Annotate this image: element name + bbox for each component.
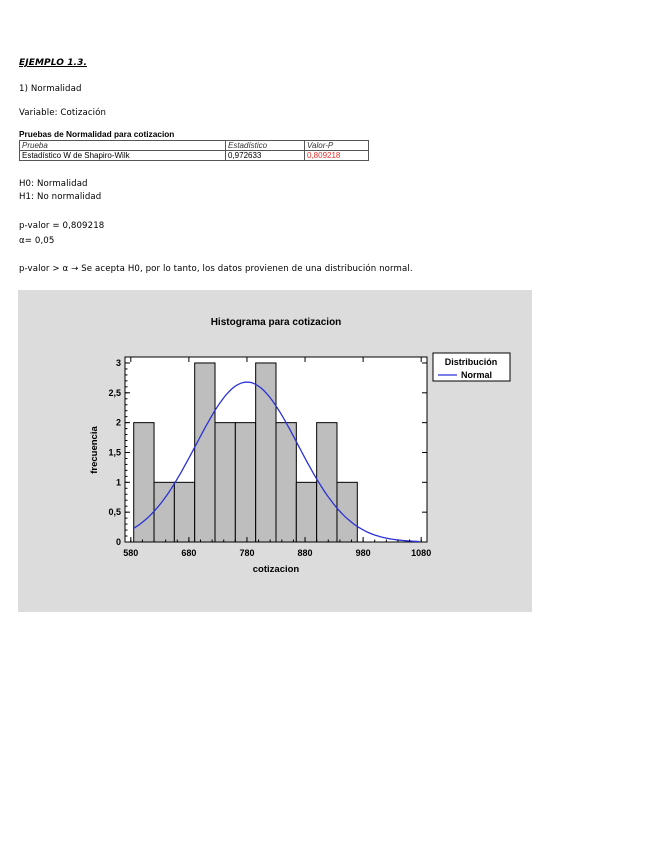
histogram-bar: [154, 482, 174, 542]
histogram-bar: [296, 482, 316, 542]
cell-pvalue: 0,809218: [305, 151, 369, 161]
histogram-bar: [317, 423, 337, 542]
hypothesis-h1: H1: No normalidad: [19, 192, 102, 202]
variable-line: Variable: Cotización: [19, 108, 107, 118]
conclusion-line: p-valor > α → Se acepta H0, por lo tanto, los datos provienen de una distribución normal.: [19, 264, 413, 274]
hypothesis-h0: H0: Normalidad: [19, 179, 88, 189]
histogram-bar: [256, 363, 276, 542]
histogram-bar: [134, 423, 154, 542]
histogram-chart: [18, 290, 532, 612]
header-valor-p: Valor-P: [305, 141, 369, 151]
x-tick-label: 780: [239, 548, 255, 558]
y-tick-label: 3: [115, 357, 121, 368]
example-heading: EJEMPLO 1.3.: [19, 58, 87, 68]
header-prueba: Prueba: [20, 141, 226, 151]
cell-statistic: 0,972633: [226, 151, 305, 161]
y-tick-label: 0,5: [108, 507, 121, 518]
histogram-bar: [215, 423, 235, 542]
y-tick-label: 2: [115, 417, 121, 428]
x-tick-label: 880: [297, 548, 313, 558]
cell-test-name: Estadístico W de Shapiro-Wilk: [20, 151, 226, 161]
x-tick-label: 980: [355, 548, 371, 558]
header-estadistico: Estadístico: [226, 141, 305, 151]
histogram-bar: [235, 423, 255, 542]
x-tick-label: 680: [181, 548, 197, 558]
y-tick-label: 1,5: [108, 447, 121, 458]
table-title: Pruebas de Normalidad para cotizacion: [19, 129, 175, 139]
legend-entry: Normal: [461, 370, 493, 380]
y-axis-label: frecuencia: [89, 426, 100, 474]
chart-title: Histograma para cotizacion: [210, 317, 342, 328]
histogram-panel: [18, 290, 532, 612]
y-tick-label: 0: [115, 537, 121, 547]
y-tick-label: 2,5: [108, 387, 121, 398]
x-tick-label: 580: [123, 548, 139, 558]
normality-table: [19, 140, 369, 161]
legend-title: Distribución: [444, 357, 498, 367]
table-row: [20, 151, 369, 161]
section-title: 1) Normalidad: [19, 84, 82, 94]
histogram-bar: [174, 482, 194, 542]
x-tick-label: 1080: [411, 548, 432, 558]
table-header-row: [20, 141, 369, 151]
x-axis-label: cotizacion: [252, 564, 300, 575]
pvalue-line: p-valor = 0,809218: [19, 221, 105, 231]
histogram-bar: [276, 423, 296, 542]
histogram-bar: [195, 363, 215, 542]
y-tick-label: 1: [115, 477, 121, 488]
alpha-line: α= 0,05: [19, 236, 55, 246]
